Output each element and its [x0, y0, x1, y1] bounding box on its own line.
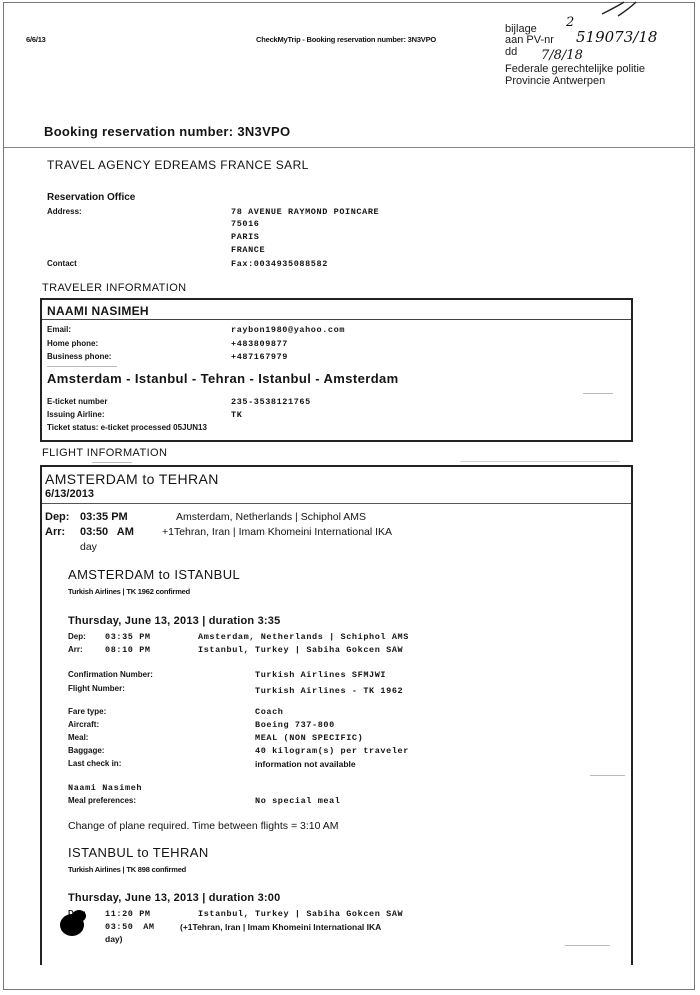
leg1-dep-label: Dep: — [68, 632, 86, 641]
leg1-aircraft-value: Boeing 737-800 — [255, 720, 335, 730]
booking-title: Booking reservation number: 3N3VPO — [44, 124, 291, 139]
scan-speckle — [565, 945, 610, 946]
issuing-airline-label: Issuing Airline: — [47, 410, 105, 419]
leg1-confirmation-label: Confirmation Number: — [68, 670, 153, 679]
email-label: Email: — [47, 325, 72, 334]
leg1-baggage-value: 40 kilogram(s) per traveler — [255, 746, 409, 756]
address-line-3: PARIS — [231, 232, 260, 242]
scan-speckle — [583, 393, 613, 394]
leg2-dep-time: 11:20 PM — [105, 909, 151, 919]
leg2-arr-place: (+1Tehran, Iran | Imam Khomeini International IKA — [180, 922, 382, 932]
leg1-checkin-value: information not available — [255, 759, 356, 769]
trip-arr-place: +1Tehran, Iran | Imam Khomeini International IKA — [162, 526, 393, 538]
ticket-number-label: E-ticket number — [47, 397, 108, 406]
header-divider — [4, 147, 695, 148]
contact-label: Contact — [47, 259, 77, 268]
agency-name: TRAVEL AGENCY EDREAMS FRANCE SARL — [47, 158, 309, 172]
leg1-arr-label: Arr: — [68, 645, 83, 654]
business-phone-label: Business phone: — [47, 352, 112, 361]
ticket-status: Ticket status: e-ticket processed 05JUN13 — [47, 423, 207, 432]
change-of-plane-note: Change of plane required. Time between flights = 3:10 AM — [68, 820, 339, 832]
leg1-fare-label: Fare type: — [68, 707, 107, 716]
print-page-title: CheckMyTrip - Booking reservation number: 3N3VPO — [256, 35, 437, 44]
handwritten-scribble — [600, 0, 640, 20]
scan-smudge — [47, 366, 117, 367]
address-line-2: 75016 — [231, 219, 260, 229]
leg1-checkin-label: Last check in: — [68, 759, 122, 768]
trip-dep-label: Dep: — [45, 511, 70, 523]
scan-speckle — [460, 461, 620, 462]
address-line-4: FRANCE — [231, 245, 266, 255]
stamp-line-province: Provincie Antwerpen — [505, 75, 606, 87]
leg1-dep-time: 03:35 PM — [105, 632, 151, 642]
traveler-name: NAAMI NASIMEH — [47, 304, 149, 318]
stamp-line-police: Federale gerechtelijke politie — [505, 63, 646, 75]
leg2-arr-day: day) — [105, 934, 123, 944]
leg1-meal-pref-value: No special meal — [255, 796, 341, 806]
trip-dep-time: 03:35 PM — [80, 511, 128, 523]
route-summary: Amsterdam - Istanbul - Tehran - Istanbul - Amsterdam — [47, 371, 399, 386]
contact-value: Fax:0034935088582 — [231, 259, 328, 269]
ticket-number-value: 235-3538121765 — [231, 397, 311, 407]
trip-dep-place: Amsterdam, Netherlands | Schiphol AMS — [176, 511, 367, 523]
leg1-arr-place: Istanbul, Turkey | Sabiha Gokcen SAW — [198, 645, 404, 655]
leg1-passenger-name: Naami Nasimeh — [68, 783, 143, 793]
leg2-airline-line: Turkish Airlines | TK 898 confirmed — [68, 865, 187, 874]
leg1-flight-number-label: Flight Number: — [68, 684, 125, 693]
leg1-airline-line: Turkish Airlines | TK 1962 confirmed — [68, 587, 191, 596]
stamp-line-pv: aan PV-nr — [505, 34, 554, 46]
email-value: raybon1980@yahoo.com — [231, 325, 346, 335]
leg1-fare-value: Coach — [255, 707, 284, 717]
trip-title: AMSTERDAM to TEHRAN — [45, 471, 219, 487]
handwritten-annex-number: 2 — [566, 15, 575, 30]
leg2-arr-time: 03:50 AM — [105, 922, 155, 932]
leg1-meal-pref-label: Meal preferences: — [68, 796, 137, 805]
stamp-line-bijlage: bijlage — [505, 23, 537, 35]
leg1-arr-time: 08:10 PM — [105, 645, 151, 655]
scan-speckle — [590, 775, 625, 776]
address-line-1: 78 AVENUE RAYMOND POINCARE — [231, 207, 380, 217]
trip-date: 6/13/2013 — [45, 488, 94, 500]
leg1-meal-value: MEAL (NON SPECIFIC) — [255, 733, 364, 743]
stamp-line-dd: dd — [505, 46, 518, 58]
address-label: Address: — [47, 207, 82, 216]
leg1-flight-number-value: Turkish Airlines - TK 1962 — [255, 686, 404, 696]
leg1-title: AMSTERDAM to ISTANBUL — [68, 567, 241, 582]
business-phone-value: +487167979 — [231, 352, 289, 362]
scan-smudge — [92, 462, 132, 463]
trip-arr-label: Arr: — [45, 526, 66, 538]
office-title: Reservation Office — [47, 192, 136, 203]
leg2-date-line: Thursday, June 13, 2013 | duration 3:00 — [68, 892, 281, 904]
home-phone-value: +483809877 — [231, 339, 289, 349]
print-date: 6/6/13 — [26, 35, 46, 44]
trip-arr-time: 03:50 AM — [80, 526, 134, 538]
flight-section-title: FLIGHT INFORMATION — [42, 447, 168, 459]
leg2-title: ISTANBUL to TEHRAN — [68, 845, 209, 860]
flight-info-box — [40, 465, 633, 965]
leg1-confirmation-value: Turkish Airlines SFMJWI — [255, 670, 387, 680]
traveler-name-underline — [42, 319, 631, 320]
handwritten-date: 7/8/18 — [541, 48, 583, 63]
leg1-dep-place: Amsterdam, Netherlands | Schiphol AMS — [198, 632, 409, 642]
trip-divider — [42, 503, 631, 504]
issuing-airline-value: TK — [231, 410, 243, 420]
ink-blot — [72, 910, 86, 922]
leg1-date-line: Thursday, June 13, 2013 | duration 3:35 — [68, 615, 281, 627]
home-phone-label: Home phone: — [47, 339, 99, 348]
leg2-dep-place: Istanbul, Turkey | Sabiha Gokcen SAW — [198, 909, 404, 919]
leg1-meal-label: Meal: — [68, 733, 89, 742]
trip-arr-day: day — [80, 541, 97, 553]
leg1-aircraft-label: Aircraft: — [68, 720, 100, 729]
traveler-section-title: TRAVELER INFORMATION — [42, 282, 187, 294]
handwritten-pv-number: 519073/18 — [576, 28, 658, 46]
leg1-baggage-label: Baggage: — [68, 746, 105, 755]
